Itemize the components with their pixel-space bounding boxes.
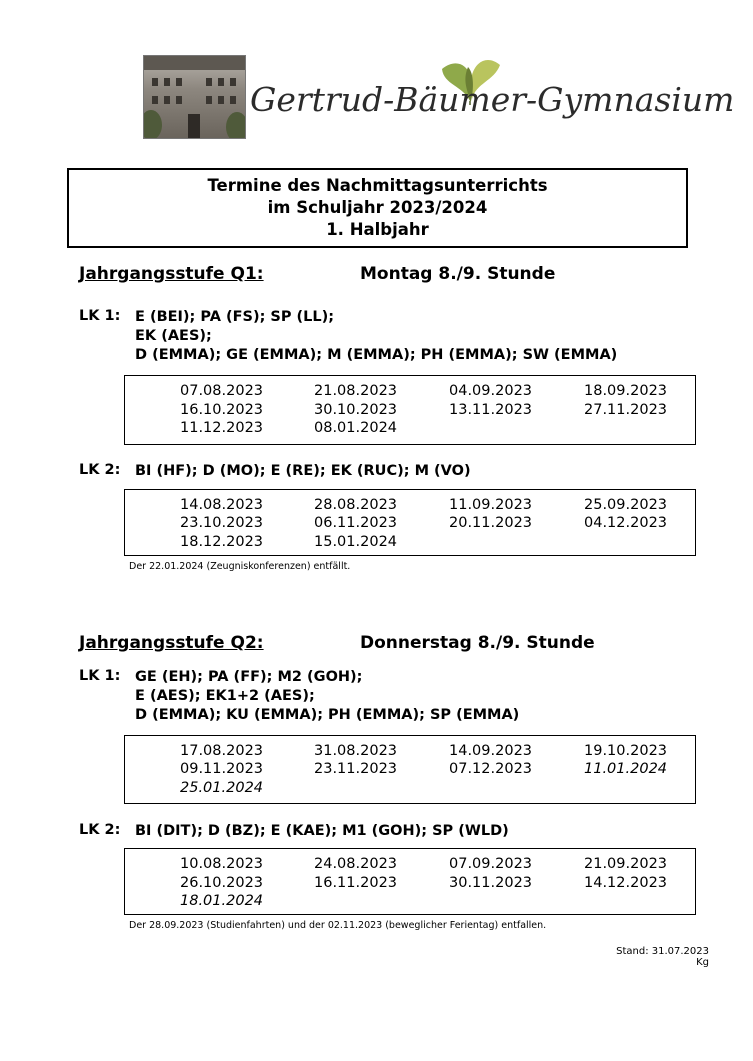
section-time-q1: Montag 8./9. Stunde xyxy=(360,264,556,284)
date: 21.09.2023 xyxy=(584,856,668,872)
date: 17.08.2023 xyxy=(180,743,264,759)
q1-lk1-label: LK 1: xyxy=(79,308,121,324)
q2-lk2-label: LK 2: xyxy=(79,822,121,838)
date: 18.12.2023 xyxy=(180,534,264,550)
q2-lk1-dates-box xyxy=(124,735,696,804)
course-line: D (EMMA); GE (EMMA); M (EMMA); PH (EMMA); SW (EMMA) xyxy=(135,347,618,363)
section-heading-q1: Jahrgangsstufe Q1: xyxy=(79,264,264,284)
q2-lk2-dates-box xyxy=(124,848,696,915)
date: 18.01.2024 xyxy=(180,893,264,909)
date: 14.09.2023 xyxy=(449,743,533,759)
date: 26.10.2023 xyxy=(180,875,264,891)
course-line: D (EMMA); KU (EMMA); PH (EMMA); SP (EMMA) xyxy=(135,707,520,723)
date: 11.09.2023 xyxy=(449,497,533,513)
date: 14.08.2023 xyxy=(180,497,264,513)
q2-note: Der 28.09.2023 (Studienfahrten) und der 02.11.2023 (beweglicher Ferientag) entfallen. xyxy=(129,920,547,931)
date: 08.01.2024 xyxy=(314,420,398,436)
date: 14.12.2023 xyxy=(584,875,668,891)
q1-lk2-dates-box xyxy=(124,489,696,556)
q1-lk1-dates-box xyxy=(124,375,696,445)
stand-date: Stand: 31.07.2023 xyxy=(616,946,709,957)
q1-lk2-label: LK 2: xyxy=(79,462,121,478)
date: 28.08.2023 xyxy=(314,497,398,513)
date: 04.09.2023 xyxy=(449,383,533,399)
course-line: BI (DIT); D (BZ); E (KAE); M1 (GOH); SP (WLD) xyxy=(135,823,509,839)
date: 07.12.2023 xyxy=(449,761,533,777)
q1-lk2-courses xyxy=(135,462,471,481)
date: 23.10.2023 xyxy=(180,515,264,531)
date: 11.12.2023 xyxy=(180,420,264,436)
date: 25.01.2024 xyxy=(180,780,264,796)
document-title-box xyxy=(67,168,688,248)
date: 16.10.2023 xyxy=(180,402,264,418)
date: 30.11.2023 xyxy=(449,875,533,891)
title-line-3: 1. Halbjahr xyxy=(326,220,429,239)
course-line: E (BEI); PA (FS); SP (LL); xyxy=(135,309,335,325)
date: 31.08.2023 xyxy=(314,743,398,759)
course-line: GE (EH); PA (FF); M2 (GOH); xyxy=(135,669,363,685)
school-building-photo xyxy=(143,55,246,139)
document-stand xyxy=(616,946,709,968)
section-time-q2: Donnerstag 8./9. Stunde xyxy=(360,633,595,653)
date: 24.08.2023 xyxy=(314,856,398,872)
q1-note: Der 22.01.2024 (Zeugniskonferenzen) entfällt. xyxy=(129,561,351,572)
date: 04.12.2023 xyxy=(584,515,668,531)
date: 18.09.2023 xyxy=(584,383,668,399)
school-name-logo: Gertrud-Bäumer-Gymnasium xyxy=(250,80,735,119)
q1-lk1-courses xyxy=(135,308,617,365)
date: 23.11.2023 xyxy=(314,761,398,777)
date: 06.11.2023 xyxy=(314,515,398,531)
date: 20.11.2023 xyxy=(449,515,533,531)
q2-lk2-courses xyxy=(135,822,509,841)
date: 07.08.2023 xyxy=(180,383,264,399)
course-line: EK (AES); xyxy=(135,328,212,344)
date: 09.11.2023 xyxy=(180,761,264,777)
course-line: E (AES); EK1+2 (AES); xyxy=(135,688,315,704)
date: 21.08.2023 xyxy=(314,383,398,399)
section-heading-q2: Jahrgangsstufe Q2: xyxy=(79,633,264,653)
course-line: BI (HF); D (MO); E (RE); EK (RUC); M (VO) xyxy=(135,463,471,479)
date: 27.11.2023 xyxy=(584,402,668,418)
title-line-1: Termine des Nachmittagsunterrichts xyxy=(207,176,548,195)
date: 13.11.2023 xyxy=(449,402,533,418)
author-initials: Kg xyxy=(696,957,709,968)
q2-lk1-courses xyxy=(135,668,519,725)
date: 16.11.2023 xyxy=(314,875,398,891)
date: 11.01.2024 xyxy=(584,761,668,777)
date: 25.09.2023 xyxy=(584,497,668,513)
date: 10.08.2023 xyxy=(180,856,264,872)
date: 30.10.2023 xyxy=(314,402,398,418)
title-line-2: im Schuljahr 2023/2024 xyxy=(267,198,488,217)
date: 19.10.2023 xyxy=(584,743,668,759)
date: 15.01.2024 xyxy=(314,534,398,550)
q2-lk1-label: LK 1: xyxy=(79,668,121,684)
date: 07.09.2023 xyxy=(449,856,533,872)
